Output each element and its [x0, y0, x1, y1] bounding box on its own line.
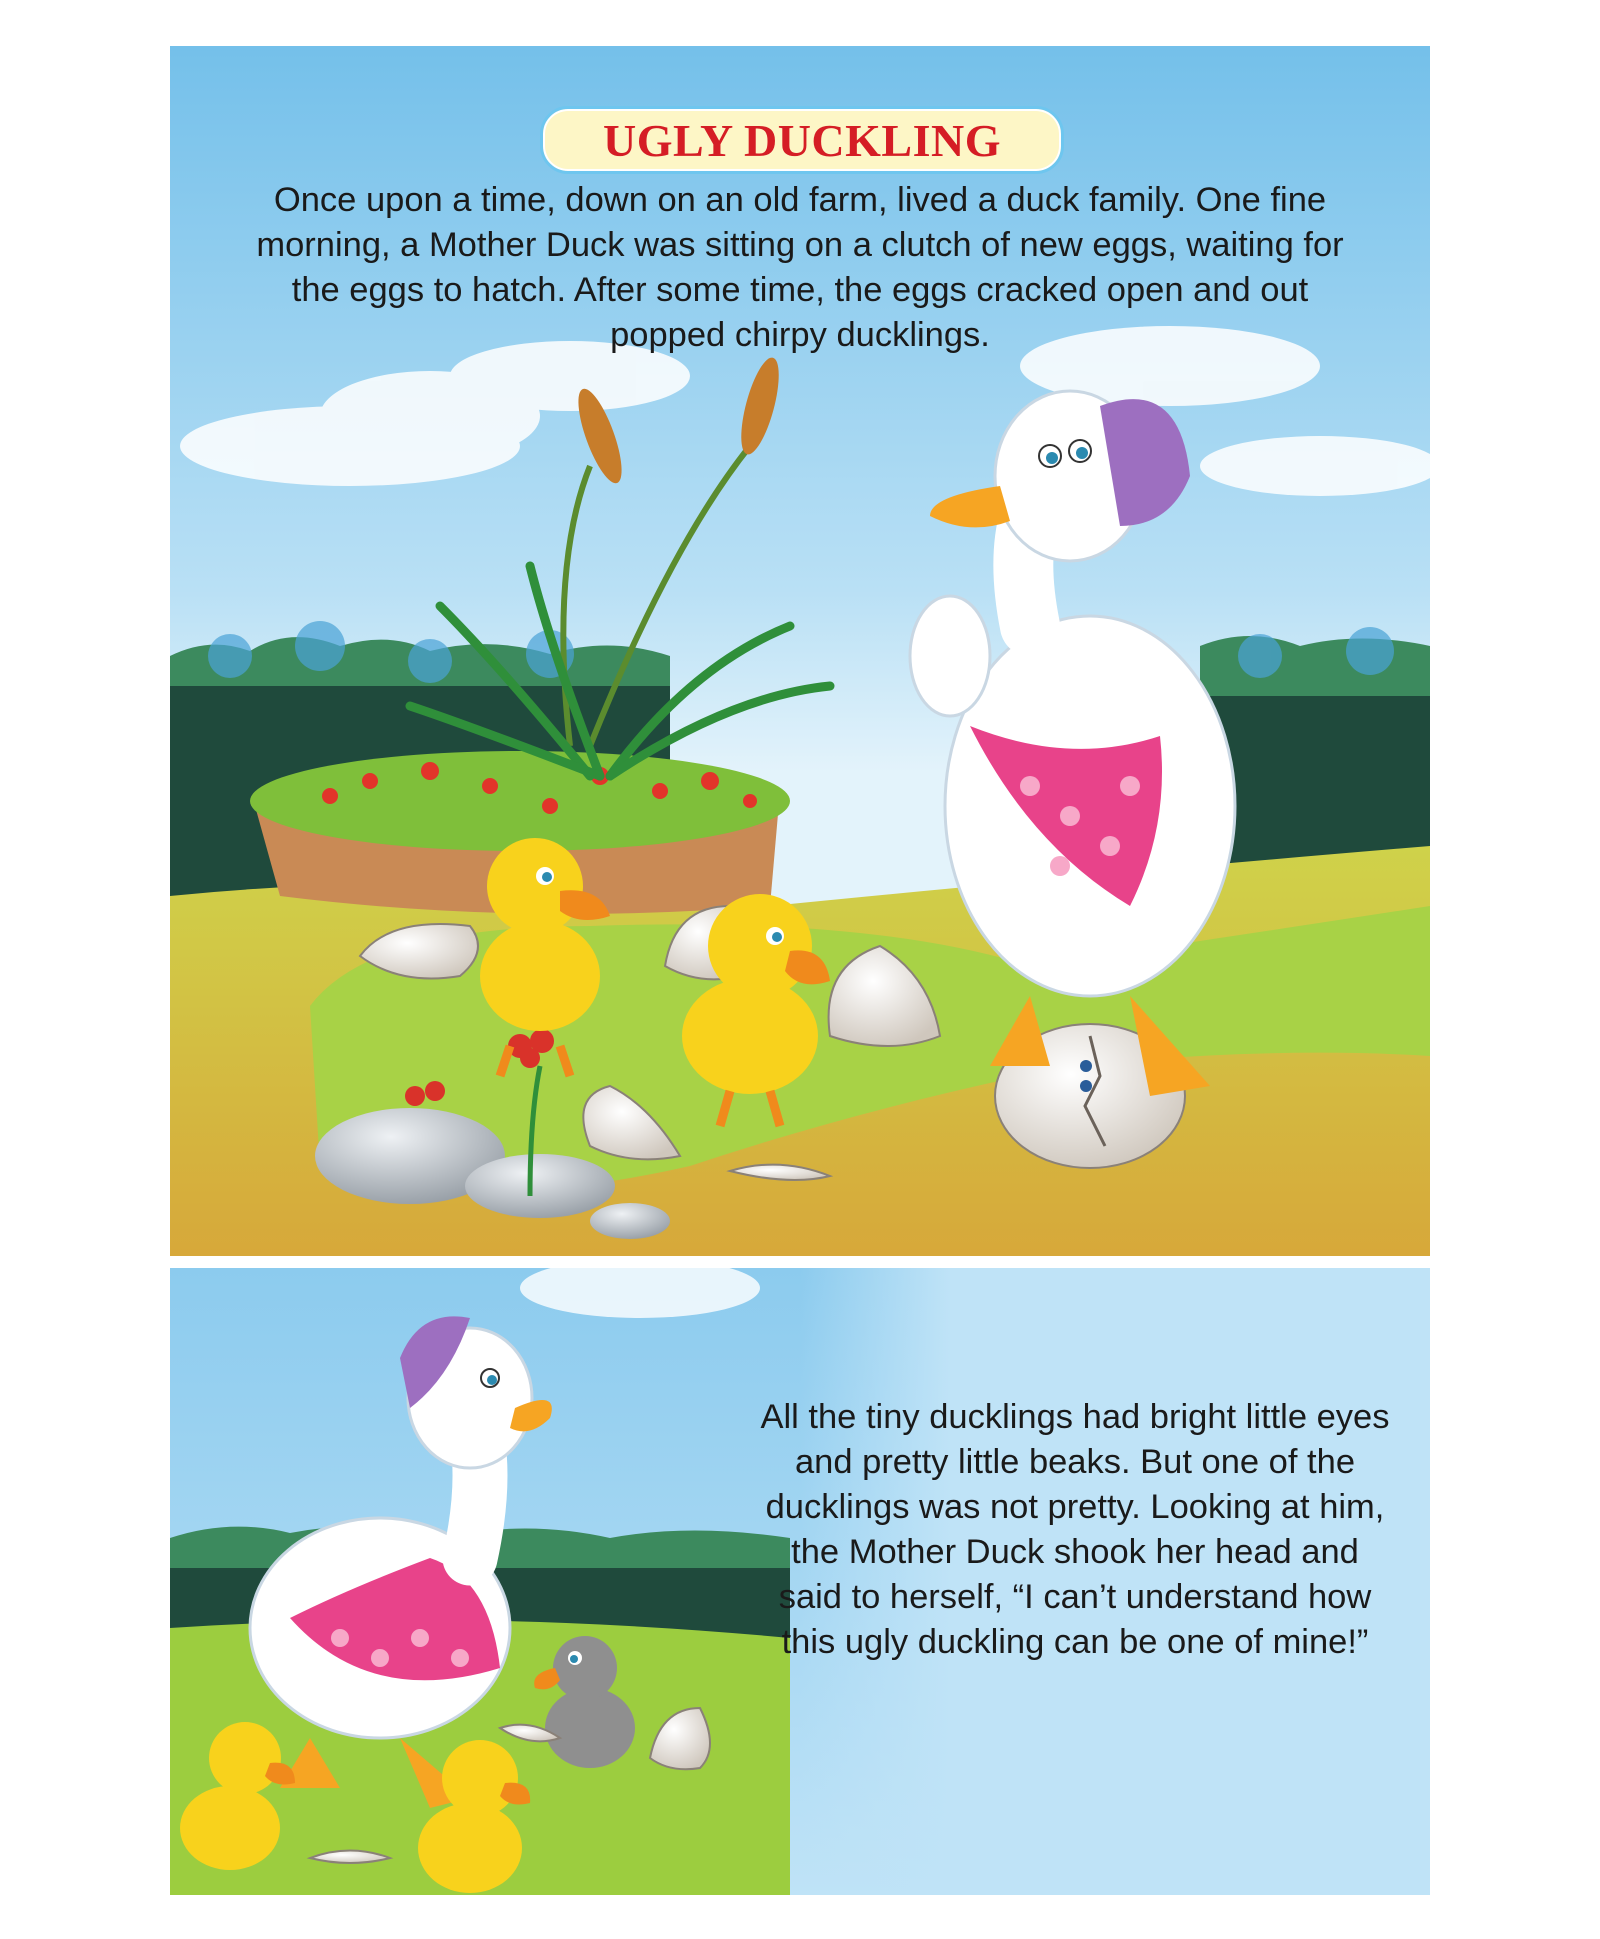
illustration-panel-top [170, 46, 1430, 1256]
illustration-panel-bottom [170, 1268, 1430, 1895]
story-title-banner [540, 106, 1064, 174]
story-title: UGLY DUCKLING [603, 114, 1001, 166]
story-paragraph-2: All the tiny ducklings had bright little eyes and pretty little beaks. But one of the ducklings was not pretty. Looking at him, the Mother Duck shook her head and said to herself, “I can’t understand how this ugly duckling can be one of mine!” [760, 1398, 1390, 1661]
story-paragraph-1: Once upon a time, down on an old farm, lived a duck family. One fine morning, a Mother Duck was sitting on a clutch of new eggs, waiting for the eggs to hatch. After some time, the eggs cracked open and out popped chirpy ducklings. [256, 181, 1344, 354]
